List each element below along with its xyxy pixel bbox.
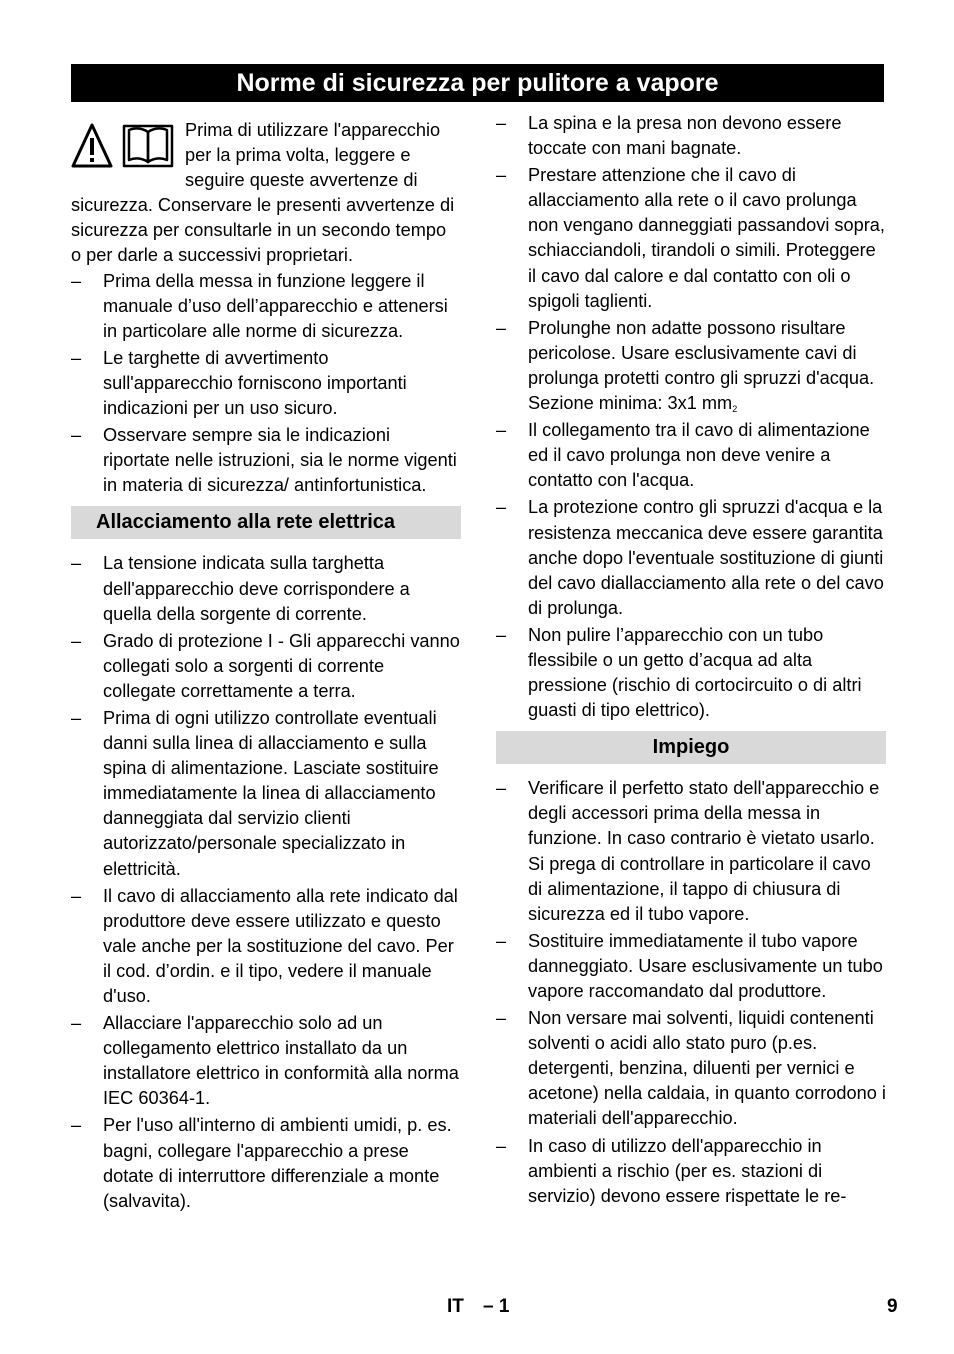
- list-item: – Prolunghe non adatte possono risultare pericolose. Usare esclusivamente cavi di prolunga protetti contro gli spruzzi d'acqua. Sezione minima: 3x1 $mm^2$: [496, 317, 875, 415]
- right-column: [496, 111, 886, 1211]
- list-item: – Non pulire l’apparecchio con un tubo flessibile o un getto d’acqua ad alta pressione (rischio di cortocircuito o di altri guasti di tipo elettrico).: [496, 624, 862, 721]
- intro-paragraph: Prima di utilizzare l'apparecchio per la prima volta, leggere e seguire queste avvertenze di sicurezza. Conservare le presenti avvertenze di sicurezza per consultarle in un secondo tempo o per darle a successivi proprietari.: [71, 120, 455, 266]
- dash-marker: –: [71, 1115, 82, 1136]
- dash-marker: –: [496, 1135, 507, 1156]
- dash-marker: –: [496, 930, 507, 951]
- dash-marker: –: [496, 1008, 507, 1029]
- list-item: – In caso di utilizzo dell'apparecchio in ambienti a rischio (per es. stazioni di servizio) devono essere rispettate le re-: [496, 1135, 847, 1206]
- use-safety-list: [496, 776, 886, 1209]
- list-item: – Il cavo di allacciamento alla rete indicato dal produttore deve essere utilizzato e questo vale anche per la sostituzione del cavo. Per il cod. d’ordin. e il tipo, vedere il manuale d'uso.: [71, 885, 458, 1006]
- list-item: – Il collegamento tra il cavo di alimentazione ed il cavo prolunga non deve venire a contatto con l'acqua.: [496, 420, 870, 491]
- dash-marker: –: [496, 113, 507, 133]
- list-item: – Allacciare l'apparecchio solo ad un collegamento elettrico installato da un installatore elettrico in conformità alla norma IEC 60364-1.: [71, 1013, 459, 1109]
- dash-marker: –: [71, 707, 82, 728]
- section-heading-electric: Allacciamento alla rete elettrica: [71, 506, 461, 539]
- dash-marker: –: [496, 165, 507, 186]
- list-item: – Verificare il perfetto stato dell'apparecchio e degli accessori prima della messa in funzione. In caso contrario è vietato usarlo. Si prega di controllare in particolare il cavo di alimentazione, il tappo di chiusura di sicurezza ed il tubo vapore.: [496, 778, 880, 924]
- dash-marker: –: [71, 425, 82, 446]
- list-item: – Prima di ogni utilizzo controllate eventuali danni sulla linea di allacciamento e sulla spina di alimentazione. Lasciate sostituire immediatamente la linea di allacciamento danneggiata dal servizio clienti autorizzato/personale specializzato in elettricità.: [71, 707, 439, 879]
- list-item: – Le targhette di avvertimento sull'apparecchio forniscono importanti indicazioni per un uso sicuro.: [71, 347, 407, 419]
- dash-marker: –: [496, 420, 507, 441]
- electric-safety-list: [71, 551, 461, 1213]
- general-safety-list: [71, 269, 461, 499]
- dash-marker: –: [71, 270, 82, 291]
- dash-marker: –: [496, 624, 507, 645]
- section-heading-use: Impiego: [496, 731, 886, 764]
- dash-marker: –: [71, 1013, 82, 1034]
- list-item: – Prestare attenzione che il cavo di allacciamento alla rete o il cavo prolunga non vengano danneggiati passandovi sopra, schiacciandoli, tirandoli o simili. Proteggere il cavo dal calore e dal contatto con oli o spigoli taglienti.: [496, 165, 885, 311]
- warning-triangle-icon: [73, 125, 111, 166]
- list-item: – La protezione contro gli spruzzi d'acqua e la resistenza meccanica deve essere garantita anche dopo l'eventuale sostituzione di giunti del cavo diallacciamento alla rete o del cavo di prolunga.: [496, 497, 884, 618]
- list-item: – Grado di protezione I - Gli apparecchi vanno collegati solo a sorgenti di corrente collegate correttamente a terra.: [71, 630, 460, 701]
- list-item: – La spina e la presa non devono essere toccate con mani bagnate.: [496, 113, 842, 159]
- dash-marker: –: [496, 497, 507, 518]
- safety-icons: [71, 122, 177, 170]
- dash-marker: –: [71, 347, 82, 368]
- list-item: – Osservare sempre sia le indicazioni riportate nelle istruzioni, sia le norme vigenti in materia di sicurezza/ antinfortunistica.: [71, 425, 457, 496]
- list-item: – Prima della messa in funzione leggere il manuale d’uso dell’apparecchio e attenersi in particolare alle norme di sicurezza.: [71, 270, 448, 341]
- footer-page-number: 9: [887, 1296, 898, 1317]
- list-item: – Sostituire immediatamente il tubo vapore danneggiato. Usare esclusivamente un tubo vapore raccomandato dal produttore.: [496, 930, 883, 1001]
- list-item: – Non versare mai solventi, liquidi contenenti solventi o acidi allo stato puro (p.es. detergenti, benzina, diluenti per vernici e acetone) nella caldaia, in quanto corrodono i materiali dell'apparecchio.: [496, 1008, 886, 1129]
- list-item: – La tensione indicata sulla targhetta dell'apparecchio deve corrispondere a quella della sorgente di corrente.: [71, 553, 410, 624]
- dash-marker: –: [496, 778, 507, 799]
- list-item: – Per l'uso all'interno di ambienti umidi, p. es. bagni, collegare l'apparecchio a prese dotate di interruttore differenziale a monte (salvavita).: [71, 1115, 452, 1211]
- dash-marker: –: [71, 553, 82, 574]
- electric-safety-list-continued: [496, 111, 886, 723]
- dash-marker: –: [496, 317, 507, 338]
- manual-book-icon: [124, 126, 172, 166]
- page-title: Norme di sicurezza per pulitore a vapore: [71, 64, 884, 102]
- footer-language: IT: [447, 1296, 464, 1317]
- left-column: [71, 118, 461, 1216]
- dash-marker: –: [71, 630, 82, 651]
- footer-page-marker: – 1: [483, 1296, 510, 1317]
- dash-marker: –: [71, 885, 82, 906]
